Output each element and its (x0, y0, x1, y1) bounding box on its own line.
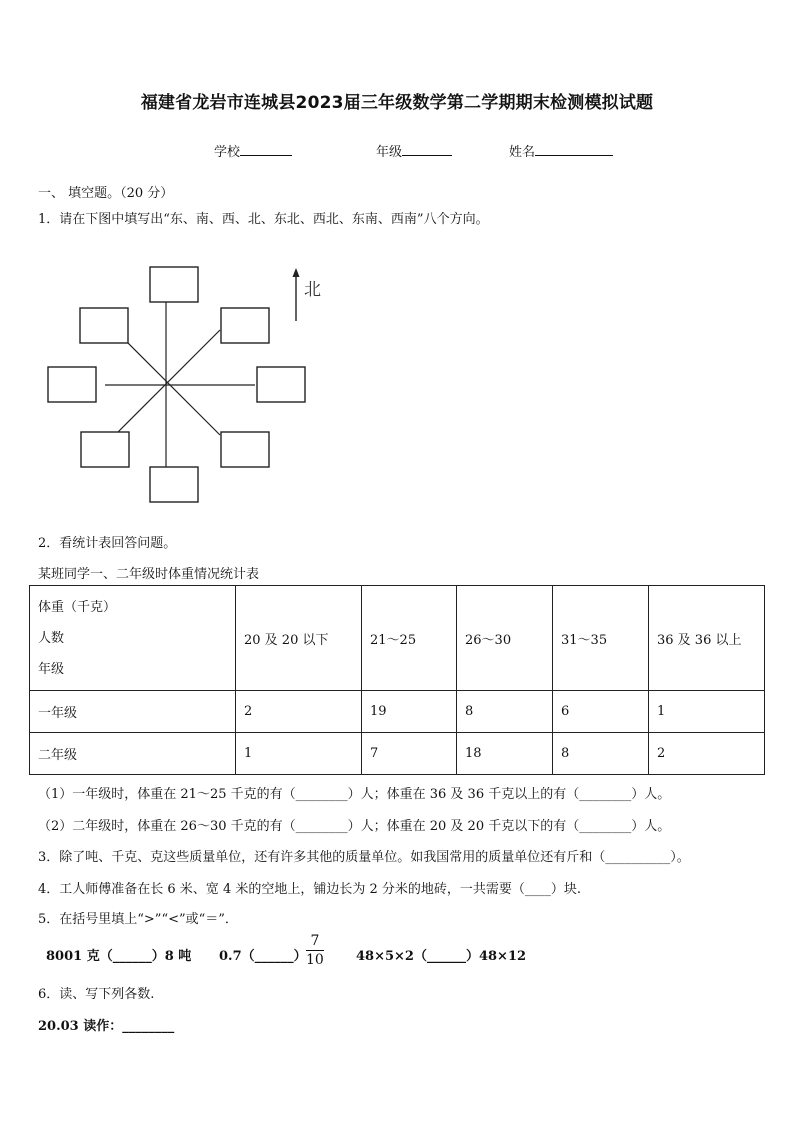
question-1-text: 1．请在下图中填写出“东、南、西、北、东北、西北、东南、西南”八个方向。 (38, 212, 489, 227)
question-3-text: 3．除了吨、千克、克这些质量单位，还有许多其他的质量单位。如我国常用的质量单位还有斤和（__________）。 (38, 850, 690, 865)
question-5-item-1: 8001 克（______）8 吨 (46, 949, 192, 964)
box-top-left[interactable] (80, 308, 128, 343)
header-col: 26～30 (457, 586, 553, 691)
table-row (30, 691, 765, 733)
header-weight-label: 体重（千克） (38, 599, 117, 615)
header-count-label: 人数 (38, 630, 65, 646)
box-bottom-right[interactable] (221, 432, 269, 467)
question-2-text: 2．看统计表回答问题。 (38, 536, 177, 551)
header-col: 21～25 (362, 586, 457, 691)
table-cell: 18 (457, 733, 553, 775)
table-row (30, 733, 765, 775)
row-label: 二年级 (30, 733, 236, 775)
fraction-numerator: 7 (306, 932, 324, 951)
box-top[interactable] (150, 267, 198, 302)
grade-blank[interactable] (402, 141, 452, 156)
page-title: 福建省龙岩市连城县2023届三年级数学第二学期期末检测模拟试题 (140, 93, 654, 113)
header-grade-label: 年级 (38, 661, 65, 677)
north-arrow-icon (293, 268, 300, 277)
question-2-sub-2: （2）二年级时，体重在 26～30 千克的有（________）人；体重在 20 及 20 千克以下的有（________）人。 (38, 819, 671, 834)
header-diagonal-cell (30, 586, 236, 691)
box-top-right[interactable] (221, 308, 269, 343)
table-title: 某班同学一、二年级时体重情况统计表 (38, 567, 260, 582)
header-col: 36 及 36 以上 (649, 586, 765, 691)
question-4-text: 4．工人师傅准备在长 6 米、宽 4 米的空地上，铺边长为 2 分米的地砖，一共需要（____）块. (38, 882, 582, 897)
header-col: 20 及 20 以下 (236, 586, 362, 691)
grade-label: 年级 (376, 145, 403, 160)
table-cell: 8 (457, 691, 553, 733)
table-cell: 1 (649, 691, 765, 733)
school-field (214, 141, 292, 160)
question-5-item-2: 0.7（______） (219, 949, 307, 964)
header-col: 31～35 (553, 586, 649, 691)
table-header-row (30, 586, 765, 691)
north-label: 北 (304, 280, 321, 300)
box-right[interactable] (257, 367, 305, 402)
direction-diagram (40, 255, 360, 515)
question-2-sub-1: （1）一年级时，体重在 21～25 千克的有（________）人；体重在 36 及 36 千克以上的有（________）人。 (38, 787, 671, 802)
question-5-text: 5．在括号里填上“>”“<”或“＝”． (38, 912, 238, 927)
box-bottom-left[interactable] (81, 432, 129, 467)
fraction-seven-tenths (306, 932, 324, 969)
box-bottom[interactable] (150, 467, 198, 502)
question-6-text: 6．读、写下列各数. (38, 987, 155, 1002)
table-cell: 2 (649, 733, 765, 775)
table-cell: 1 (236, 733, 362, 775)
grade-field (376, 141, 452, 160)
weight-stats-table (29, 585, 765, 775)
table-cell: 6 (553, 691, 649, 733)
name-label: 姓名 (509, 145, 536, 160)
section-heading: 一、 填空题。（20 分） (38, 186, 174, 201)
name-field (509, 141, 613, 160)
table-cell: 7 (362, 733, 457, 775)
name-blank[interactable] (535, 141, 613, 156)
box-left[interactable] (48, 367, 96, 402)
question-6-item-1: 20.03 读作：________ (38, 1019, 175, 1034)
school-label: 学校 (214, 145, 241, 160)
table-cell: 19 (362, 691, 457, 733)
fraction-denominator: 10 (306, 952, 324, 968)
table-cell: 2 (236, 691, 362, 733)
row-label: 一年级 (30, 691, 236, 733)
school-blank[interactable] (240, 141, 292, 156)
question-5-item-3: 48×5×2（______）48×12 (356, 949, 527, 964)
table-cell: 8 (553, 733, 649, 775)
